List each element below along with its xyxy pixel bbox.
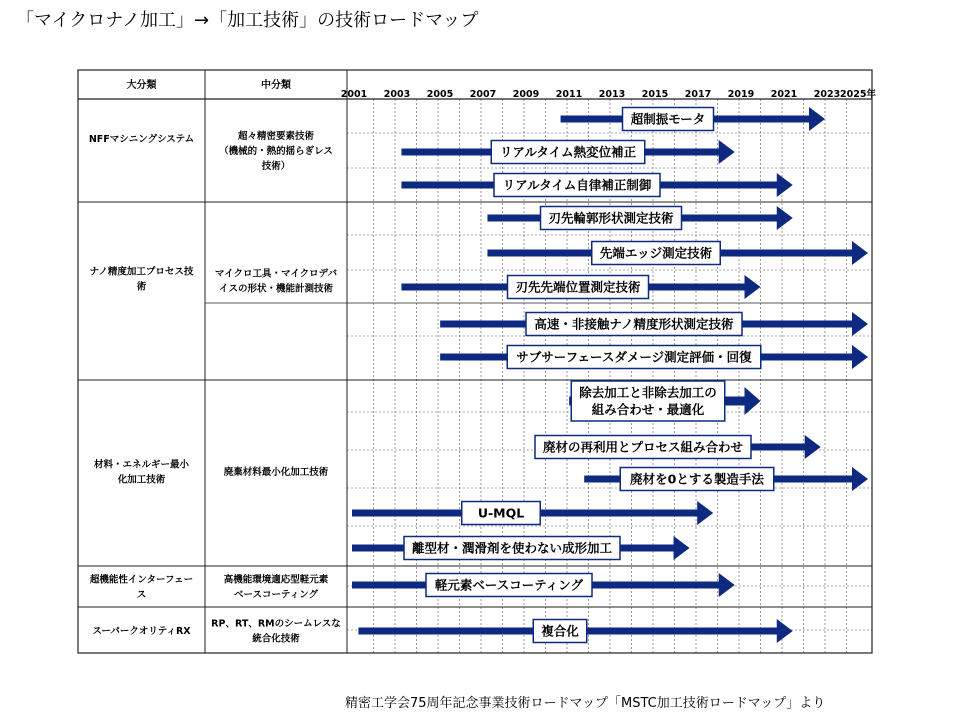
category-middle-label: 統合化技術 xyxy=(252,633,300,645)
category-middle-label: 超々精密要素技術 xyxy=(237,131,315,142)
roadmap-label: 刃先先端位置測定技術 xyxy=(515,279,641,295)
year-tick-label: 2003 xyxy=(383,89,411,100)
header-middle: 中分類 xyxy=(261,80,291,91)
category-middle-label: イスの形状・機能計測技術 xyxy=(219,283,333,295)
roadmap-label: 廃材を0とする製造手法 xyxy=(630,471,764,487)
header-major: 大分類 xyxy=(126,80,157,91)
roadmap-label: 除去加工と非除去加工の xyxy=(579,385,717,400)
year-tick-label: 2023 xyxy=(813,89,841,100)
category-major-label: 化加工技術 xyxy=(117,474,166,486)
roadmap-label: 離型材・潤滑剤を使わない成形加工 xyxy=(411,540,613,556)
category-major-label: 超機能性インターフェー xyxy=(89,574,194,586)
category-middle-label: マイクロ工具・マイクロデバ xyxy=(214,268,338,280)
roadmap-label: 超制振モータ xyxy=(630,111,706,127)
year-tick-label: 2017 xyxy=(684,89,712,100)
roadmap-label: 廃材の再利用とプロセス組み合わせ xyxy=(542,439,744,455)
year-tick-label: 2001 xyxy=(340,89,368,100)
category-middle-label: 高機能環境適応型軽元素 xyxy=(223,574,329,586)
category-major-label: 術 xyxy=(136,281,147,293)
category-middle-label: 廃棄材料最小化加工技術 xyxy=(223,467,329,478)
roadmap-label: リアルタイム自律補正制御 xyxy=(502,177,652,193)
year-tick-label: 2015 xyxy=(641,89,669,100)
category-major-label: ス xyxy=(136,589,147,601)
roadmap-label: サブサーフェースダメージ測定評価・回復 xyxy=(516,349,752,365)
roadmap-label: 軽元素ベースコーティング xyxy=(434,577,584,593)
roadmap-label: 高速・非接触ナノ精度形状測定技術 xyxy=(534,316,734,332)
roadmap-label: 先端エッジ測定技術 xyxy=(599,245,713,261)
year-tick-label: 2019 xyxy=(727,89,755,100)
year-tick-label: 2011 xyxy=(555,89,583,100)
year-tick-label: 2007 xyxy=(469,89,497,100)
roadmap-label: リアルタイム熱変位補正 xyxy=(499,144,637,160)
roadmap-label: U-MQL xyxy=(477,505,525,521)
year-tick-label: 2025年 xyxy=(840,89,876,100)
category-major-label: NFFマシニングシステム xyxy=(88,134,195,145)
year-tick-label: 2005 xyxy=(426,89,454,100)
roadmap-label: 刃先輪郭形状測定技術 xyxy=(548,210,674,226)
roadmap-label: 複合化 xyxy=(541,623,579,639)
category-major-label: ナノ精度加工プロセス技 xyxy=(89,266,194,278)
year-tick-label: 2021 xyxy=(770,89,798,100)
slide-title: 「マイクロナノ加工」→「加工技術」の技術ロードマップ xyxy=(16,10,479,31)
year-tick-label: 2009 xyxy=(512,89,540,100)
source-note: 精密工学会75周年記念事業技術ロードマップ「MSTC加工技術ロードマップ」より xyxy=(345,696,826,711)
category-middle-label: RP、RT、RMのシームレスな xyxy=(211,618,341,630)
category-middle-label: 技術） xyxy=(261,161,291,172)
category-major-label: スーパークオリティRX xyxy=(92,626,191,637)
category-major-label: 材料・エネルギー最小 xyxy=(93,459,190,471)
category-middle-label: ベースコーティング xyxy=(233,589,319,601)
year-tick-label: 2013 xyxy=(598,89,626,100)
roadmap-label: 組み合わせ・最適化 xyxy=(591,402,705,417)
category-middle-label: （機械的・熱的揺らぎレス xyxy=(219,146,333,157)
